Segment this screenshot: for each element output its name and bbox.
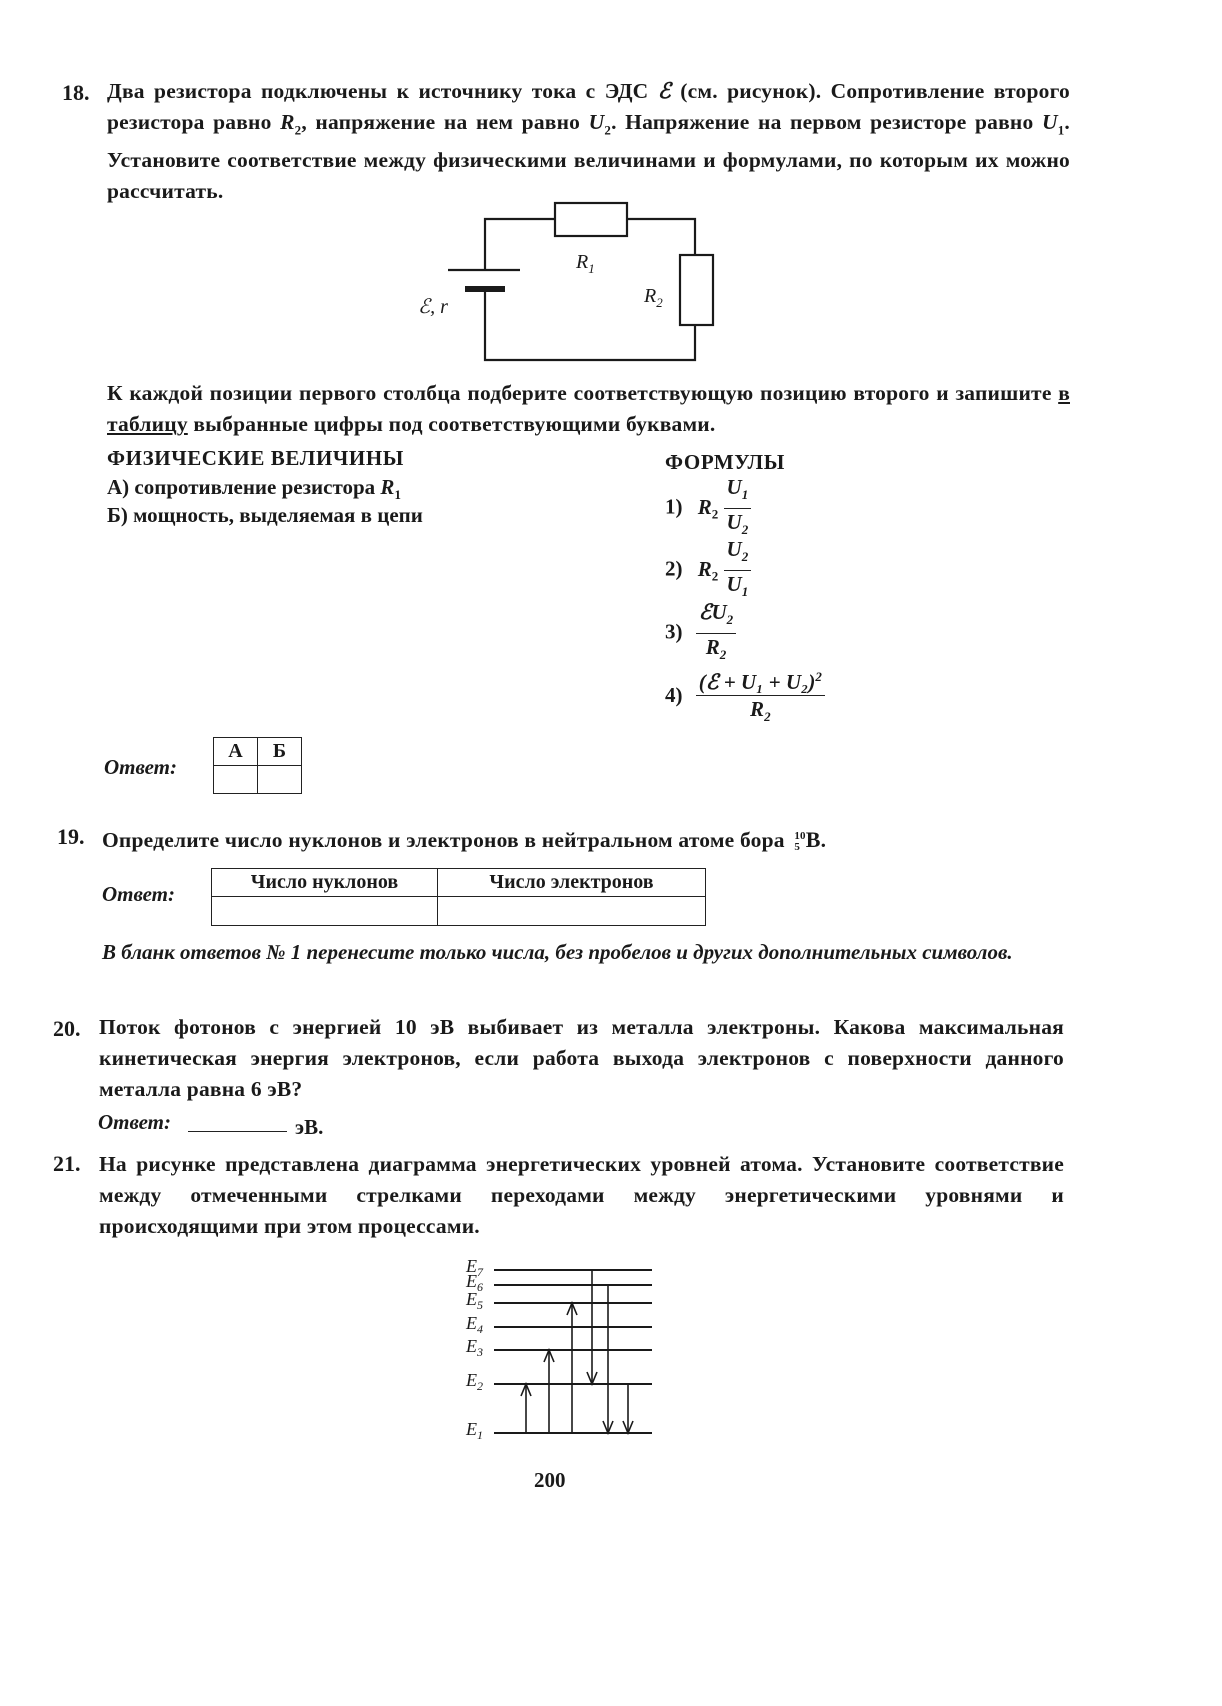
question-number: 19. bbox=[57, 824, 85, 849]
answer-blank[interactable] bbox=[188, 1131, 287, 1132]
table-link: в таблицу bbox=[107, 381, 1070, 436]
answer-cell-nucleons[interactable] bbox=[212, 897, 438, 926]
question-number: 20. bbox=[53, 1016, 81, 1041]
answer-table bbox=[211, 868, 706, 926]
level-label-e7: $E_7$ bbox=[466, 1256, 483, 1279]
question-text: Поток фотонов с энергией 10 эВ выбивает из металла электроны. Какова максимальная кинетическая энергия электронов, если работа выхода электронов с поверхности данного металла равна 6 эВ? bbox=[99, 1015, 1064, 1101]
energy-level-diagram bbox=[460, 1250, 670, 1445]
answer-label: Ответ: bbox=[104, 755, 177, 779]
question-number: 21. bbox=[53, 1151, 81, 1176]
level-label-e1: $E_1$ bbox=[466, 1419, 483, 1442]
level-label-e6: $E_6$ bbox=[466, 1271, 483, 1294]
source-label: ℰ, r bbox=[418, 296, 448, 318]
question-text: Определите число нуклонов и электронов в нейтральном атоме бора 10 5 B. bbox=[102, 827, 827, 854]
answer-table bbox=[213, 737, 302, 794]
answer-cell-electrons[interactable] bbox=[438, 897, 706, 926]
answer-col-b: Б bbox=[258, 738, 302, 766]
level-label-e5: $E_5$ bbox=[466, 1289, 483, 1312]
question-text: На рисунке представлена диаграмма энергетических уровней атома. Установите соответствие между отмеченными стрелками переходами между энергетическими уровнями и происходящими при этом процессами. bbox=[99, 1152, 1064, 1238]
answer-cell-b[interactable] bbox=[258, 766, 302, 794]
answer-col-electrons: Число электронов bbox=[438, 869, 706, 897]
level-label-e4: $E_4$ bbox=[466, 1313, 483, 1336]
level-label-e3: $E_3$ bbox=[466, 1336, 483, 1359]
r1-label: $R_1$ bbox=[576, 251, 595, 276]
answer-label: Ответ: bbox=[102, 882, 175, 906]
answer-col-a: А bbox=[214, 738, 258, 766]
answer-label: Ответ: bbox=[98, 1110, 171, 1134]
left-column-header: ФИЗИЧЕСКИЕ ВЕЛИЧИНЫ bbox=[107, 446, 405, 470]
circuit-diagram bbox=[400, 195, 740, 370]
instruction-text: К каждой позиции первого столбца подберите соответствующую позицию второго и запишите в таблицу выбранные цифры под соответствующими буквами. bbox=[107, 381, 1070, 436]
left-item-a: А) сопротивление резистора $R_1$ bbox=[107, 475, 401, 503]
answer-cell-a[interactable] bbox=[214, 766, 258, 794]
isotope-numbers: 10 5 bbox=[794, 830, 806, 854]
r2-label: $R_2$ bbox=[644, 285, 663, 310]
question-number: 18. bbox=[62, 80, 90, 105]
answer-col-nucleons: Число нуклонов bbox=[212, 869, 438, 897]
answer-note: В бланк ответов № 1 перенесите только числа, без пробелов и других дополнительных символов. bbox=[102, 940, 1013, 964]
right-column-header: ФОРМУЛЫ bbox=[665, 450, 785, 474]
left-item-b: Б) мощность, выделяемая в цепи bbox=[107, 503, 423, 527]
formula-3: 3) $\frac{ℰU_2}{R_2}$ bbox=[665, 600, 736, 667]
formula-2: 2) $R_2$ $\frac{U_2}{U_1}$ bbox=[665, 537, 751, 604]
answer-unit: эВ. bbox=[295, 1115, 324, 1139]
formula-1: 1) $R_2$ $\frac{U_1}{U_2}$ bbox=[665, 475, 751, 542]
question-text: Два резистора подключены к источнику тока с ЭДС ℰ (см. рисунок). Сопротивление второго резистора равно $R_2$, напряжение на нем равно $U_2$. Напряжение на первом резисторе равно $U_1$. Установите соответствие между физическими величинами и формулами, по которым их можно рассчитать. bbox=[107, 79, 1070, 204]
page-number: 200 bbox=[534, 1468, 566, 1492]
formula-4: 4) $\frac{(ℰ + U_1 + U_2)^2}{R_2}$ bbox=[665, 665, 825, 729]
level-label-e2: $E_2$ bbox=[466, 1370, 483, 1393]
